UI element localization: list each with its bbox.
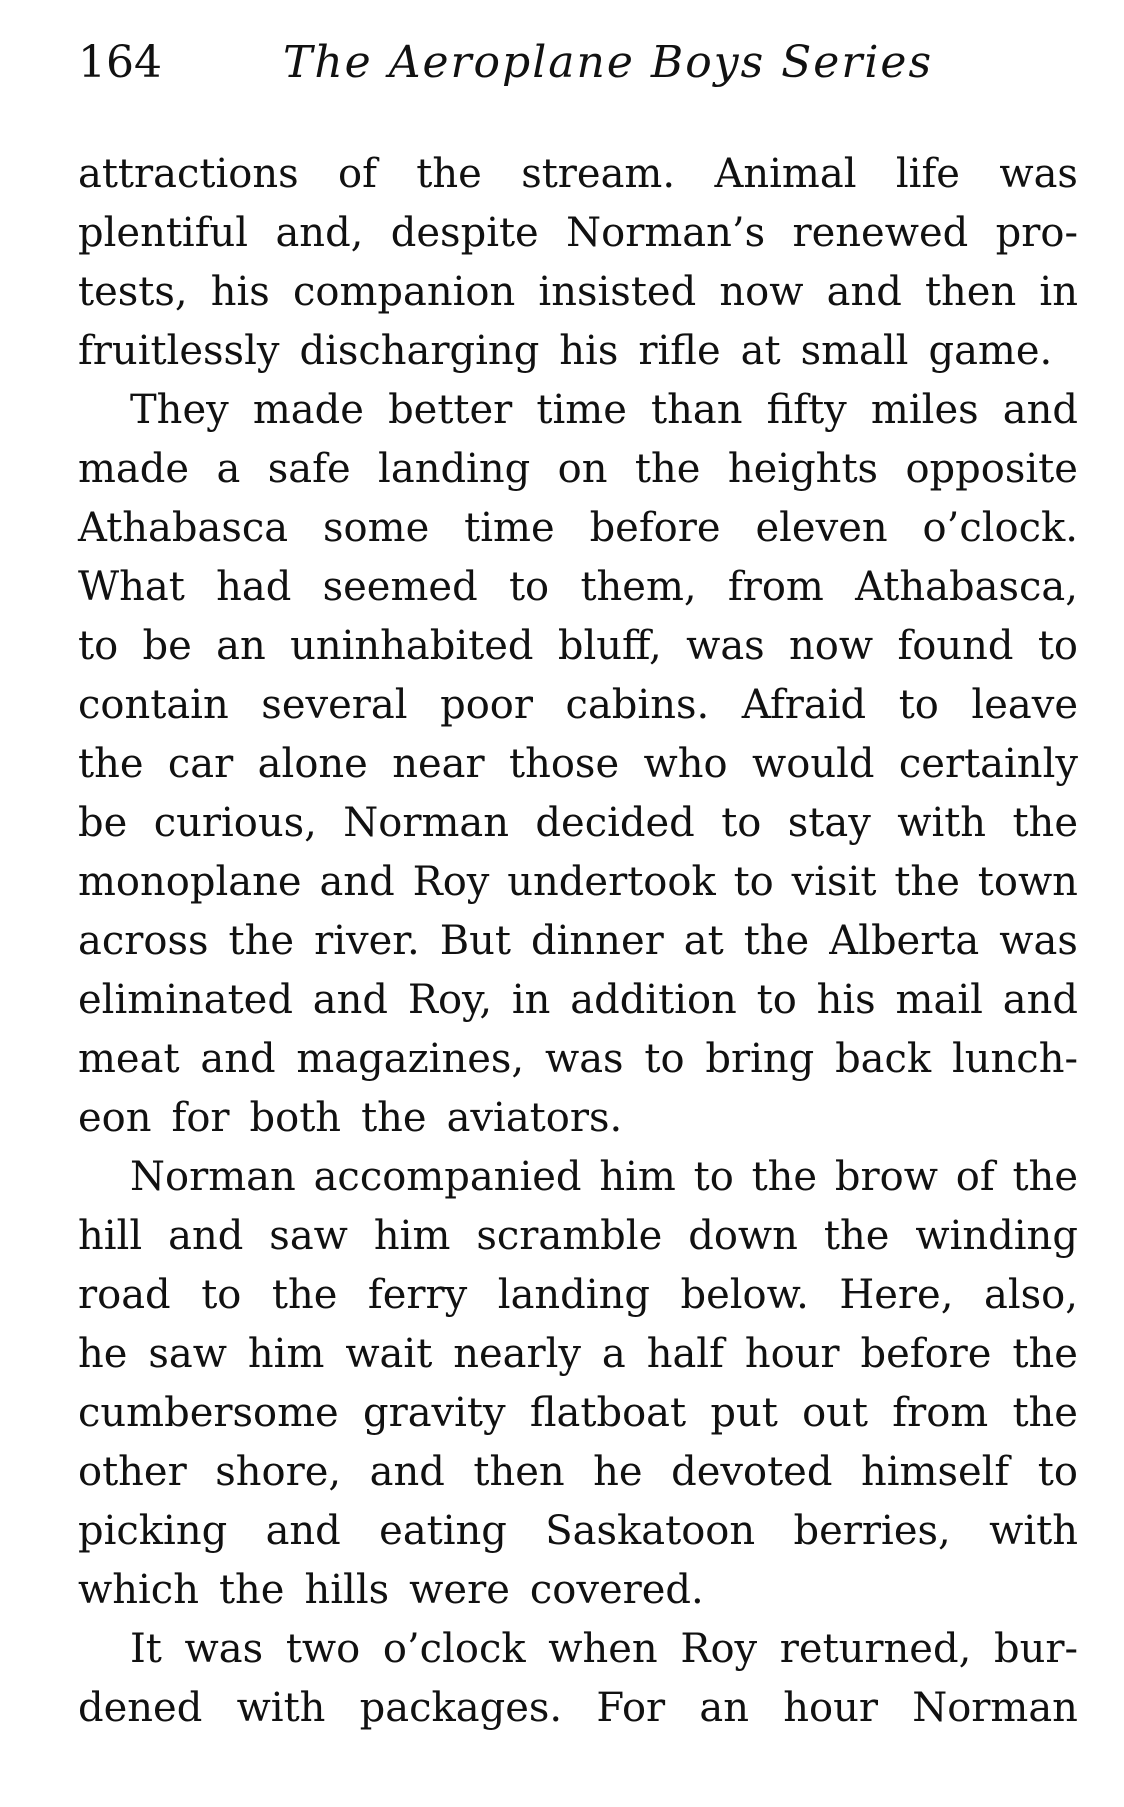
text-line: eon for both the aviators. bbox=[78, 1095, 623, 1141]
text-line: dened with packages. For an hour Norman bbox=[78, 1685, 1078, 1731]
text-line: across the river. But dinner at the Alberta was bbox=[78, 918, 1078, 964]
text-line: tests, his companion insisted now and then in bbox=[78, 269, 1078, 315]
text-line: meat and magazines, was to bring back lunch- bbox=[78, 1036, 1078, 1082]
text-line: It was two o’clock when Roy returned, bur- bbox=[130, 1626, 1078, 1672]
running-title: The Aeroplane Boys Series bbox=[283, 37, 934, 88]
page-header bbox=[78, 28, 1078, 98]
page-number: 164 bbox=[78, 37, 162, 88]
text-line: which the hills were covered. bbox=[78, 1567, 704, 1613]
text-line: cumbersome gravity flatboat put out from the bbox=[78, 1390, 1078, 1436]
text-line: hill and saw him scramble down the winding bbox=[78, 1213, 1078, 1259]
text-line: Athabasca some time before eleven o’clock. bbox=[78, 505, 1078, 551]
text-line: he saw him wait nearly a half hour before the bbox=[78, 1331, 1078, 1377]
text-line: contain several poor cabins. Afraid to leave bbox=[78, 682, 1078, 728]
text-line: road to the ferry landing below. Here, also, bbox=[78, 1272, 1078, 1318]
text-line: other shore, and then he devoted himself to bbox=[78, 1449, 1078, 1495]
text-line: What had seemed to them, from Athabasca, bbox=[78, 564, 1078, 610]
text-line: plentiful and, despite Norman’s renewed pro- bbox=[78, 210, 1078, 256]
text-line: Norman accompanied him to the brow of the bbox=[130, 1154, 1078, 1200]
text-line: monoplane and Roy undertook to visit the town bbox=[78, 859, 1078, 905]
text-line: the car alone near those who would certainly bbox=[78, 741, 1078, 787]
text-line: be curious, Norman decided to stay with the bbox=[78, 800, 1078, 846]
text-line: fruitlessly discharging his rifle at small game. bbox=[78, 328, 1053, 374]
text-line: made a safe landing on the heights opposite bbox=[78, 446, 1078, 492]
body-text bbox=[78, 145, 1078, 1738]
text-line: attractions of the stream. Animal life was bbox=[78, 151, 1078, 197]
text-line: picking and eating Saskatoon berries, with bbox=[78, 1508, 1078, 1554]
text-line: eliminated and Roy, in addition to his mail and bbox=[78, 977, 1078, 1023]
text-line: They made better time than fifty miles and bbox=[130, 387, 1078, 433]
text-line: to be an uninhabited bluff, was now found to bbox=[78, 623, 1078, 669]
